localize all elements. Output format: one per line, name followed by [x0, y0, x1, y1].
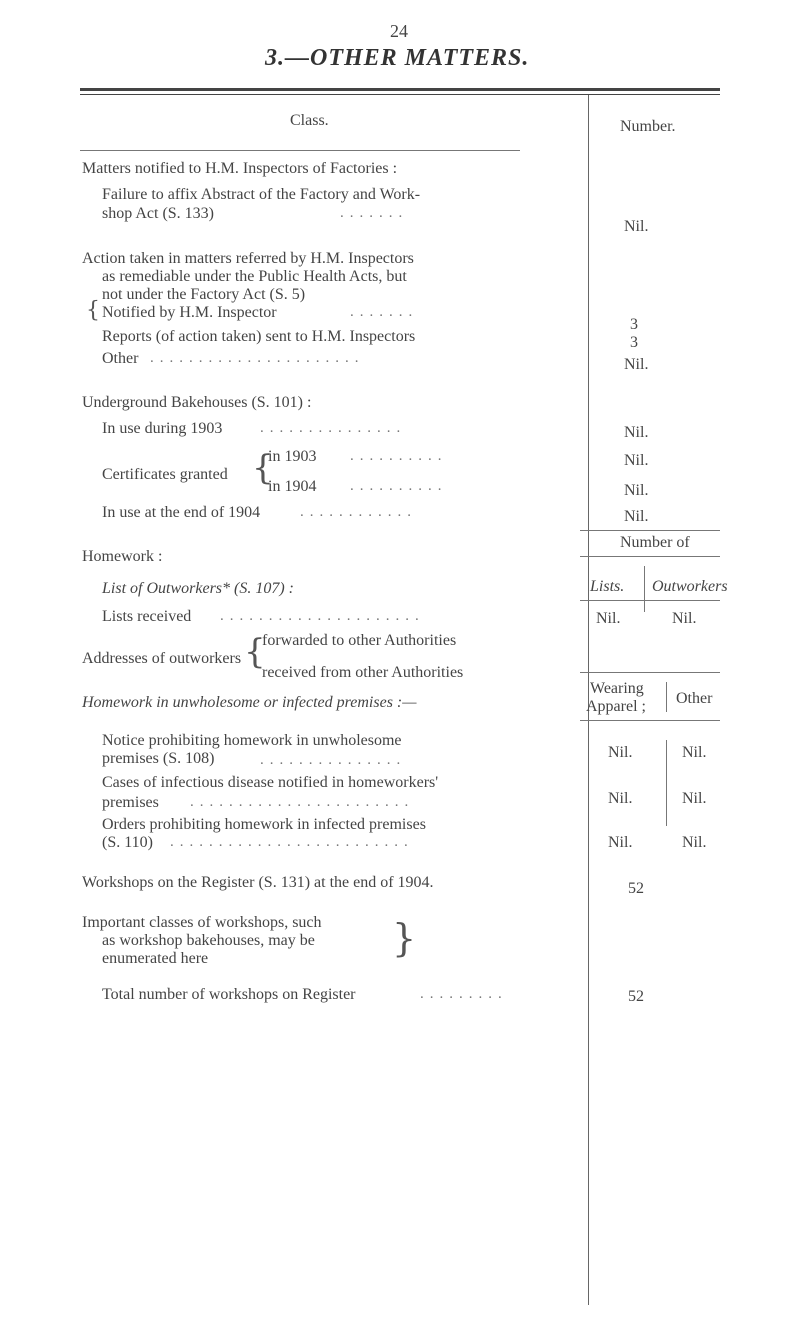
homework-rule [580, 530, 720, 531]
total-workshops-label: Total number of workshops on Register [102, 986, 356, 1003]
addresses-label: Addresses of outworkers [82, 650, 242, 667]
leader-dots: ....... [340, 205, 409, 221]
class-column-header: Class. [290, 112, 329, 129]
wearing-column-header: Wearing [590, 680, 644, 697]
unwholesome-heading: Homework in unwholesome or infected premises :— [82, 694, 417, 711]
total-workshops-value: 52 [628, 988, 644, 1005]
in-1903-value: Nil. [624, 452, 649, 469]
lists-header-rule [580, 600, 720, 601]
leader-dots: ............ [300, 504, 417, 520]
brace: } [392, 916, 417, 960]
leader-dots: ......... [420, 986, 508, 1002]
section-title: 3.—OTHER MATTERS. [265, 45, 530, 71]
in-use-1903-value: Nil. [624, 424, 649, 441]
notice-line1: Notice prohibiting homework in unwholesome [102, 732, 402, 749]
in-1904-value: Nil. [624, 482, 649, 499]
action-line2: as remediable under the Public Health Acts, but [102, 268, 407, 285]
number-of-header: Number of [620, 534, 690, 551]
leader-dots: ...................... [150, 350, 365, 366]
number-of-rule [580, 556, 720, 557]
cases-line1: Cases of infectious disease notified in homeworkers' [102, 774, 439, 791]
failure-line1: Failure to affix Abstract of the Factory and Work- [102, 186, 421, 203]
in-use-1903-label: In use during 1903 [102, 420, 223, 437]
brace: { [252, 448, 274, 488]
orders-other-value: Nil. [682, 834, 707, 851]
end-1904-value: Nil. [624, 508, 649, 525]
homework-heading: Homework : [82, 548, 163, 565]
page-number: 24 [390, 21, 408, 41]
failure-line2: shop Act (S. 133) [102, 205, 214, 222]
outworkers-column-header: Outworkers [652, 578, 728, 595]
workshops-register-label: Workshops on the Register (S. 131) at the end of 1904. [82, 874, 434, 891]
leader-dots: ....................... [190, 794, 415, 810]
important-line1: Important classes of workshops, such [82, 914, 322, 931]
leader-dots: ............... [260, 420, 407, 436]
brace: { [244, 632, 266, 672]
in-1904-label: in 1904 [268, 478, 317, 495]
other-value: Nil. [624, 356, 649, 373]
leader-dots: ..................... [220, 608, 425, 624]
top-rule-thick [80, 88, 720, 91]
important-line2: as workshop bakehouses, may be [102, 932, 315, 949]
brace: { [86, 298, 100, 323]
lists-column-header: Lists. [590, 578, 625, 595]
reports-label: Reports (of action taken) sent to H.M. Inspectors [102, 328, 416, 345]
lists-received-value: Nil. [596, 610, 621, 627]
notice-line2: premises (S. 108) [102, 750, 215, 767]
leader-dots: ....... [350, 304, 419, 320]
end-1904-label: In use at the end of 1904 [102, 504, 261, 521]
reports-value: 3 [630, 334, 638, 351]
certificates-label: Certificates granted [102, 466, 228, 483]
lists-divider [644, 566, 645, 612]
orders-line1: Orders prohibiting homework in infected premises [102, 816, 426, 833]
forwarded-label: forwarded to other Authorities [262, 632, 457, 649]
cases-other-value: Nil. [682, 790, 707, 807]
apparel-values-divider [666, 740, 667, 826]
notified-value: 3 [630, 316, 638, 333]
important-line3: enumerated here [102, 950, 209, 967]
received-label: received from other Authorities [262, 664, 464, 681]
workshops-register-value: 52 [628, 880, 644, 897]
orders-wearing-value: Nil. [608, 834, 633, 851]
notice-other-value: Nil. [682, 744, 707, 761]
notice-wearing-value: Nil. [608, 744, 633, 761]
apparel-column-header: Apparel ; [586, 698, 646, 715]
matters-heading: Matters notified to H.M. Inspectors of Factories : [82, 160, 398, 177]
leader-dots: ............... [260, 752, 407, 768]
failure-value: Nil. [624, 218, 649, 235]
in-1903-label: in 1903 [268, 448, 317, 465]
apparel-header-rule [580, 720, 720, 721]
list-of-outworkers-heading: List of Outworkers* (S. 107) : [102, 580, 294, 597]
other-label: Other [102, 350, 139, 367]
apparel-header-top-rule [580, 672, 720, 673]
apparel-divider [666, 682, 667, 712]
bakehouses-heading: Underground Bakehouses (S. 101) : [82, 394, 312, 411]
outworkers-received-value: Nil. [672, 610, 697, 627]
cases-wearing-value: Nil. [608, 790, 633, 807]
lists-received-label: Lists received [102, 608, 192, 625]
cases-line2: premises [102, 794, 159, 811]
top-rule-thin [80, 94, 720, 95]
orders-line2: (S. 110) [102, 834, 153, 851]
number-column-header: Number. [620, 118, 676, 135]
header-rule [80, 150, 520, 151]
leader-dots: .......... [350, 448, 448, 464]
action-line1: Action taken in matters referred by H.M. Inspectors [82, 250, 414, 267]
other-column-header: Other [676, 690, 713, 707]
action-line3: not under the Factory Act (S. 5) [102, 286, 306, 303]
notified-label: Notified by H.M. Inspector [102, 304, 277, 321]
leader-dots: ......................... [170, 834, 414, 850]
leader-dots: .......... [350, 478, 448, 494]
